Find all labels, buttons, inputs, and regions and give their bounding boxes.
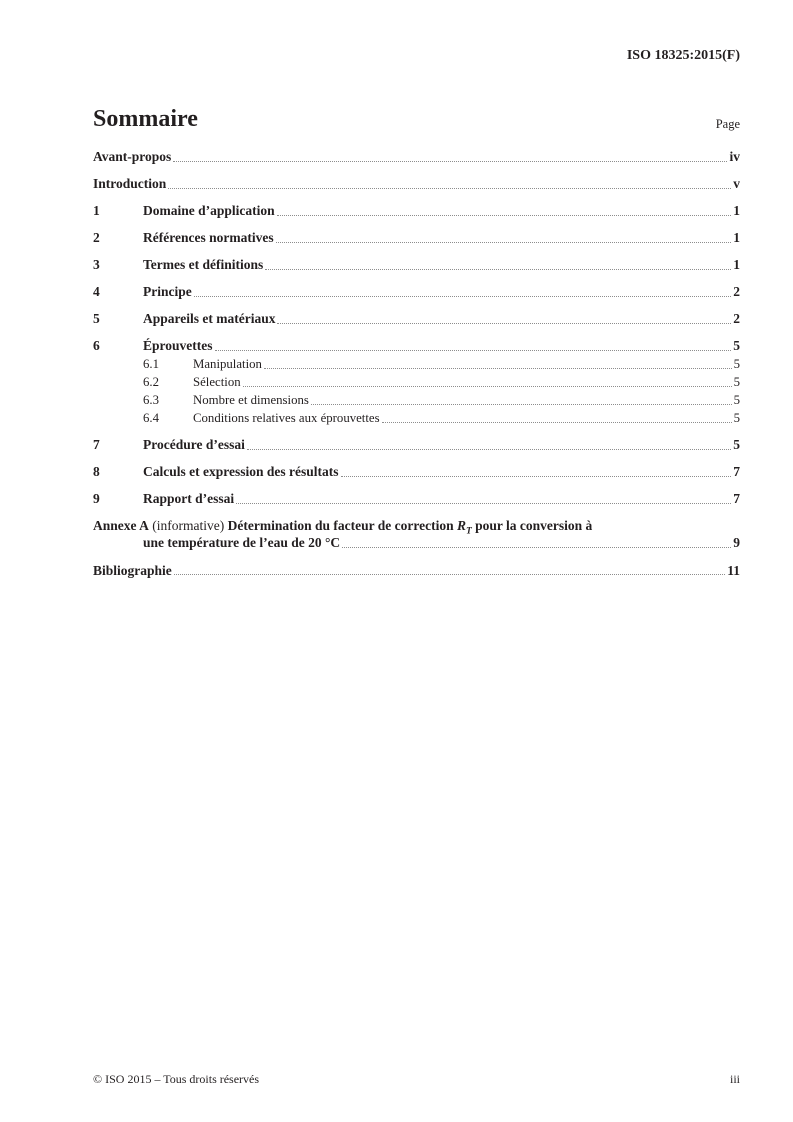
toc-entry-number: 3 [93, 257, 100, 272]
toc-entry-label: Rapport d’essai [143, 491, 235, 506]
toc-entry-page: 5 [733, 356, 740, 371]
dotted-leader [215, 350, 732, 351]
toc-entry-number: 5 [93, 311, 100, 326]
toc-entry[interactable] [93, 375, 740, 390]
toc-entry-number: 6.1 [143, 356, 159, 371]
dotted-leader [277, 215, 732, 216]
toc-entry-label: Calculs et expression des résultats [143, 464, 339, 479]
copyright-notice: © ISO 2015 – Tous droits réservés [93, 1072, 260, 1086]
dotted-leader [382, 422, 732, 423]
toc-entry-page: 5 [733, 338, 740, 353]
folio-page-number: iii [729, 1072, 740, 1086]
toc-entry-page: iv [729, 149, 740, 164]
toc-entry[interactable] [93, 284, 740, 300]
toc-entry[interactable] [93, 491, 740, 507]
toc-entry-page: 5 [733, 374, 740, 389]
toc-entry[interactable] [93, 357, 740, 372]
toc-entry[interactable] [93, 338, 740, 354]
dotted-leader [341, 476, 732, 477]
toc-entry-label: Domaine d’application [143, 203, 275, 218]
toc-entry-page: 11 [727, 562, 740, 578]
toc-entry-label: Conditions relatives aux éprouvettes [193, 410, 380, 425]
toc-entry[interactable] [93, 149, 740, 165]
toc-entry-number: 2 [93, 230, 100, 245]
toc-entry[interactable] [93, 176, 740, 192]
dotted-leader [311, 404, 732, 405]
toc-entry-label: Éprouvettes [143, 338, 213, 353]
toc-entry-number: 6.3 [143, 392, 159, 407]
toc-entry-number: 6.4 [143, 410, 159, 425]
toc-entry-page: 5 [733, 392, 740, 407]
toc-annex-title-line2 [93, 535, 740, 551]
page-column-label: Page [715, 117, 740, 131]
toc-entry-number: 6.2 [143, 374, 159, 389]
toc-entry-page: 2 [733, 311, 740, 326]
dotted-leader [174, 574, 725, 575]
toc-entry-page: 1 [733, 257, 740, 272]
sommaire-header [93, 104, 740, 134]
toc-entry-label: Principe [143, 284, 192, 299]
toc-annex-title-part: (informative) [148, 518, 228, 533]
toc-entry-label: Nombre et dimensions [193, 392, 309, 407]
toc-entry-label: une température de l’eau de 20 °C [143, 535, 341, 550]
dotted-leader [264, 368, 732, 369]
toc-entry-number: 9 [93, 491, 100, 506]
toc-entry-label: Introduction [93, 176, 167, 191]
dotted-leader [243, 386, 732, 387]
dotted-leader [277, 323, 731, 324]
toc-annex-title-part: pour la conversion à [471, 518, 593, 533]
toc-entry-number: 1 [93, 203, 100, 218]
dotted-leader [236, 503, 731, 504]
toc-entry-label: Manipulation [193, 356, 262, 371]
toc-entry-page: 5 [733, 437, 740, 452]
toc-entry[interactable] [93, 257, 740, 273]
toc-entry-page: 1 [733, 203, 740, 218]
dotted-leader [265, 269, 731, 270]
toc-entry[interactable] [93, 203, 740, 219]
toc-entry-page: 5 [733, 410, 740, 425]
dotted-leader [342, 547, 731, 548]
dotted-leader [247, 449, 731, 450]
footer [93, 1072, 740, 1086]
toc-entry-number: 8 [93, 464, 100, 479]
toc-entry-label: Procédure d’essai [143, 437, 245, 452]
dotted-leader [173, 161, 727, 162]
toc-entry-page: 2 [733, 284, 740, 299]
toc-entry[interactable] [93, 393, 740, 408]
toc-annex-title-part: R [456, 518, 466, 533]
toc-annex-title-part: Annexe A [93, 518, 149, 533]
toc-entry[interactable] [93, 563, 740, 579]
toc-annex-title-part: Détermination du facteur de correction [227, 518, 457, 533]
toc-entry-number: 6 [93, 338, 100, 353]
toc-entry-page: v [733, 176, 740, 191]
toc-entry-label: Termes et définitions [143, 257, 264, 272]
dotted-leader [276, 242, 732, 243]
toc-entry-number: 4 [93, 284, 100, 299]
toc-entry[interactable] [93, 311, 740, 327]
page-title: Sommaire [93, 106, 198, 132]
toc-entry-page: 7 [733, 491, 740, 506]
toc-list [93, 149, 740, 578]
toc-entry-annex[interactable] [93, 518, 740, 551]
toc-annex-title-line1 [93, 518, 740, 537]
toc-entry-page: 9 [733, 535, 740, 550]
toc-entry-page: 1 [733, 230, 740, 245]
header-reference: ISO 18325:2015(F) [626, 48, 740, 63]
dotted-leader [194, 296, 732, 297]
toc-entry[interactable] [93, 411, 740, 426]
dotted-leader [168, 188, 731, 189]
toc-entry-label: Bibliographie [93, 562, 172, 578]
toc-entry-label: Références normatives [143, 230, 274, 245]
toc-annex-title-part: T [465, 526, 472, 537]
toc-entry-page: 7 [733, 464, 740, 479]
toc-entry-number: 7 [93, 437, 100, 452]
toc-entry-label: Sélection [193, 374, 241, 389]
toc-entry[interactable] [93, 230, 740, 246]
toc-entry[interactable] [93, 437, 740, 453]
toc-entry[interactable] [93, 464, 740, 480]
toc-entry-label: Avant-propos [93, 149, 172, 164]
toc-entry-label: Appareils et matériaux [143, 311, 276, 326]
